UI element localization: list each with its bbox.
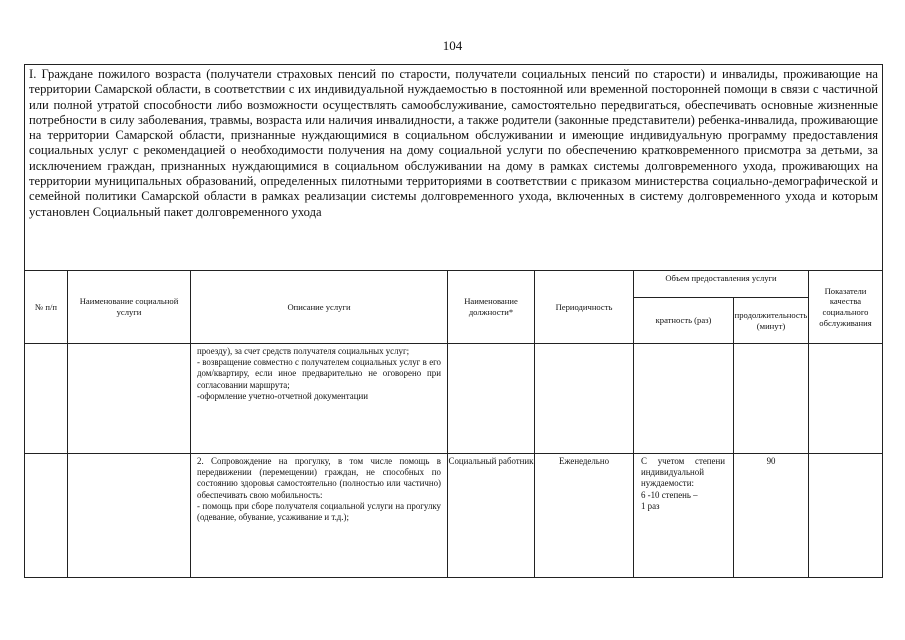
description-line: - помощь при сборе получателя социальной услуги на прогулку (одевание, обувание, усаживание и т.д.);	[197, 500, 441, 523]
row-num	[25, 344, 68, 454]
row-service-name	[68, 344, 191, 454]
row-multiplicity	[634, 454, 734, 578]
row-position	[448, 344, 535, 454]
section-heading-row	[25, 65, 883, 271]
header-duration: продолжительность (минут)	[734, 298, 809, 344]
row-duration	[734, 344, 809, 454]
row-quality	[809, 454, 883, 578]
header-description: Описание услуги	[191, 271, 448, 344]
description-line: - возвращение совместно с получателем социальных услуг в его дом/квартиру, если иное предварительно не оговорено при согласовании маршрута;	[197, 357, 441, 390]
header-service-name: Наименование социальной услуги	[68, 271, 191, 344]
header-frequency: Периодичность	[535, 271, 634, 344]
multiplicity-line: 1 раз	[641, 500, 660, 511]
services-table	[24, 64, 883, 578]
page-number: 104	[442, 38, 463, 53]
row-num	[25, 454, 68, 578]
row-description	[191, 454, 448, 578]
header-row-1	[25, 271, 883, 298]
description-line: -оформление учетно-отчетной документации	[197, 390, 368, 401]
header-quality: Показатели качества социального обслуживания	[809, 271, 883, 344]
header-position: Наименование должности*	[448, 271, 535, 344]
row-position: Социальный работник	[448, 454, 535, 578]
multiplicity-line: С учетом степени индивидуальной нуждаемости:	[641, 456, 725, 489]
row-service-name	[68, 454, 191, 578]
row-frequency	[535, 344, 634, 454]
row-frequency: Еженедельно	[535, 454, 634, 578]
description-line: проезду), за счет средств получателя социальных услуг;	[197, 346, 410, 356]
table-row	[25, 344, 883, 454]
description-line: 2. Сопровождение на прогулку, в том числе помощь в передвижении (перемещении) граждан, не способных по состоянию здоровья самостоятельно (полностью или частично) обеспечивать свою мобильность:	[197, 456, 441, 500]
header-volume: Объем предоставления услуги	[634, 271, 809, 298]
multiplicity-line: 6 -10 степень –	[641, 489, 698, 500]
header-multiplicity: кратность (раз)	[634, 298, 734, 344]
row-multiplicity	[634, 344, 734, 454]
table-row	[25, 454, 883, 578]
section-heading: I. Граждане пожилого возраста (получатели страховых пенсий по старости, получатели социальных пенсий по старости) и инвалиды, проживающие на территории Самарской области, в соответствии с их индивидуальной нуждаемостью в постоянной или временной посторонней помощи в связи с частичной или полной утратой способности либо возможности осуществлять самообслуживание, самостоятельно передвигаться, обеспечивать основные жизненные потребности в силу заболевания, травмы, возраста или наличия инвалидности, а также родители (законные представители) ребенка-инвалида, проживающие на территории Самарской области, признанные нуждающимися в социальном обслуживании и имеющие индивидуальную программу предоставления социальных услуг с рекомендацией о необходимости получения на дому социальной услуги по обеспечению кратковременного присмотра за детьми, за исключением граждан, признанных нуждающимися в социальном обслуживании на дому в рамках системы долговременного ухода, проживающих на территории муниципальных образований, определенных пилотными территориями в соответствии с приказом министерства социально-демографической и семейной политики Самарской области в рамках реализации системы долговременного ухода, включенных в систему долговременного ухода и которым установлен Социальный пакет долговременного ухода	[25, 65, 883, 271]
header-num: № п/п	[25, 271, 68, 344]
row-duration: 90	[734, 454, 809, 578]
row-description	[191, 344, 448, 454]
row-quality	[809, 344, 883, 454]
